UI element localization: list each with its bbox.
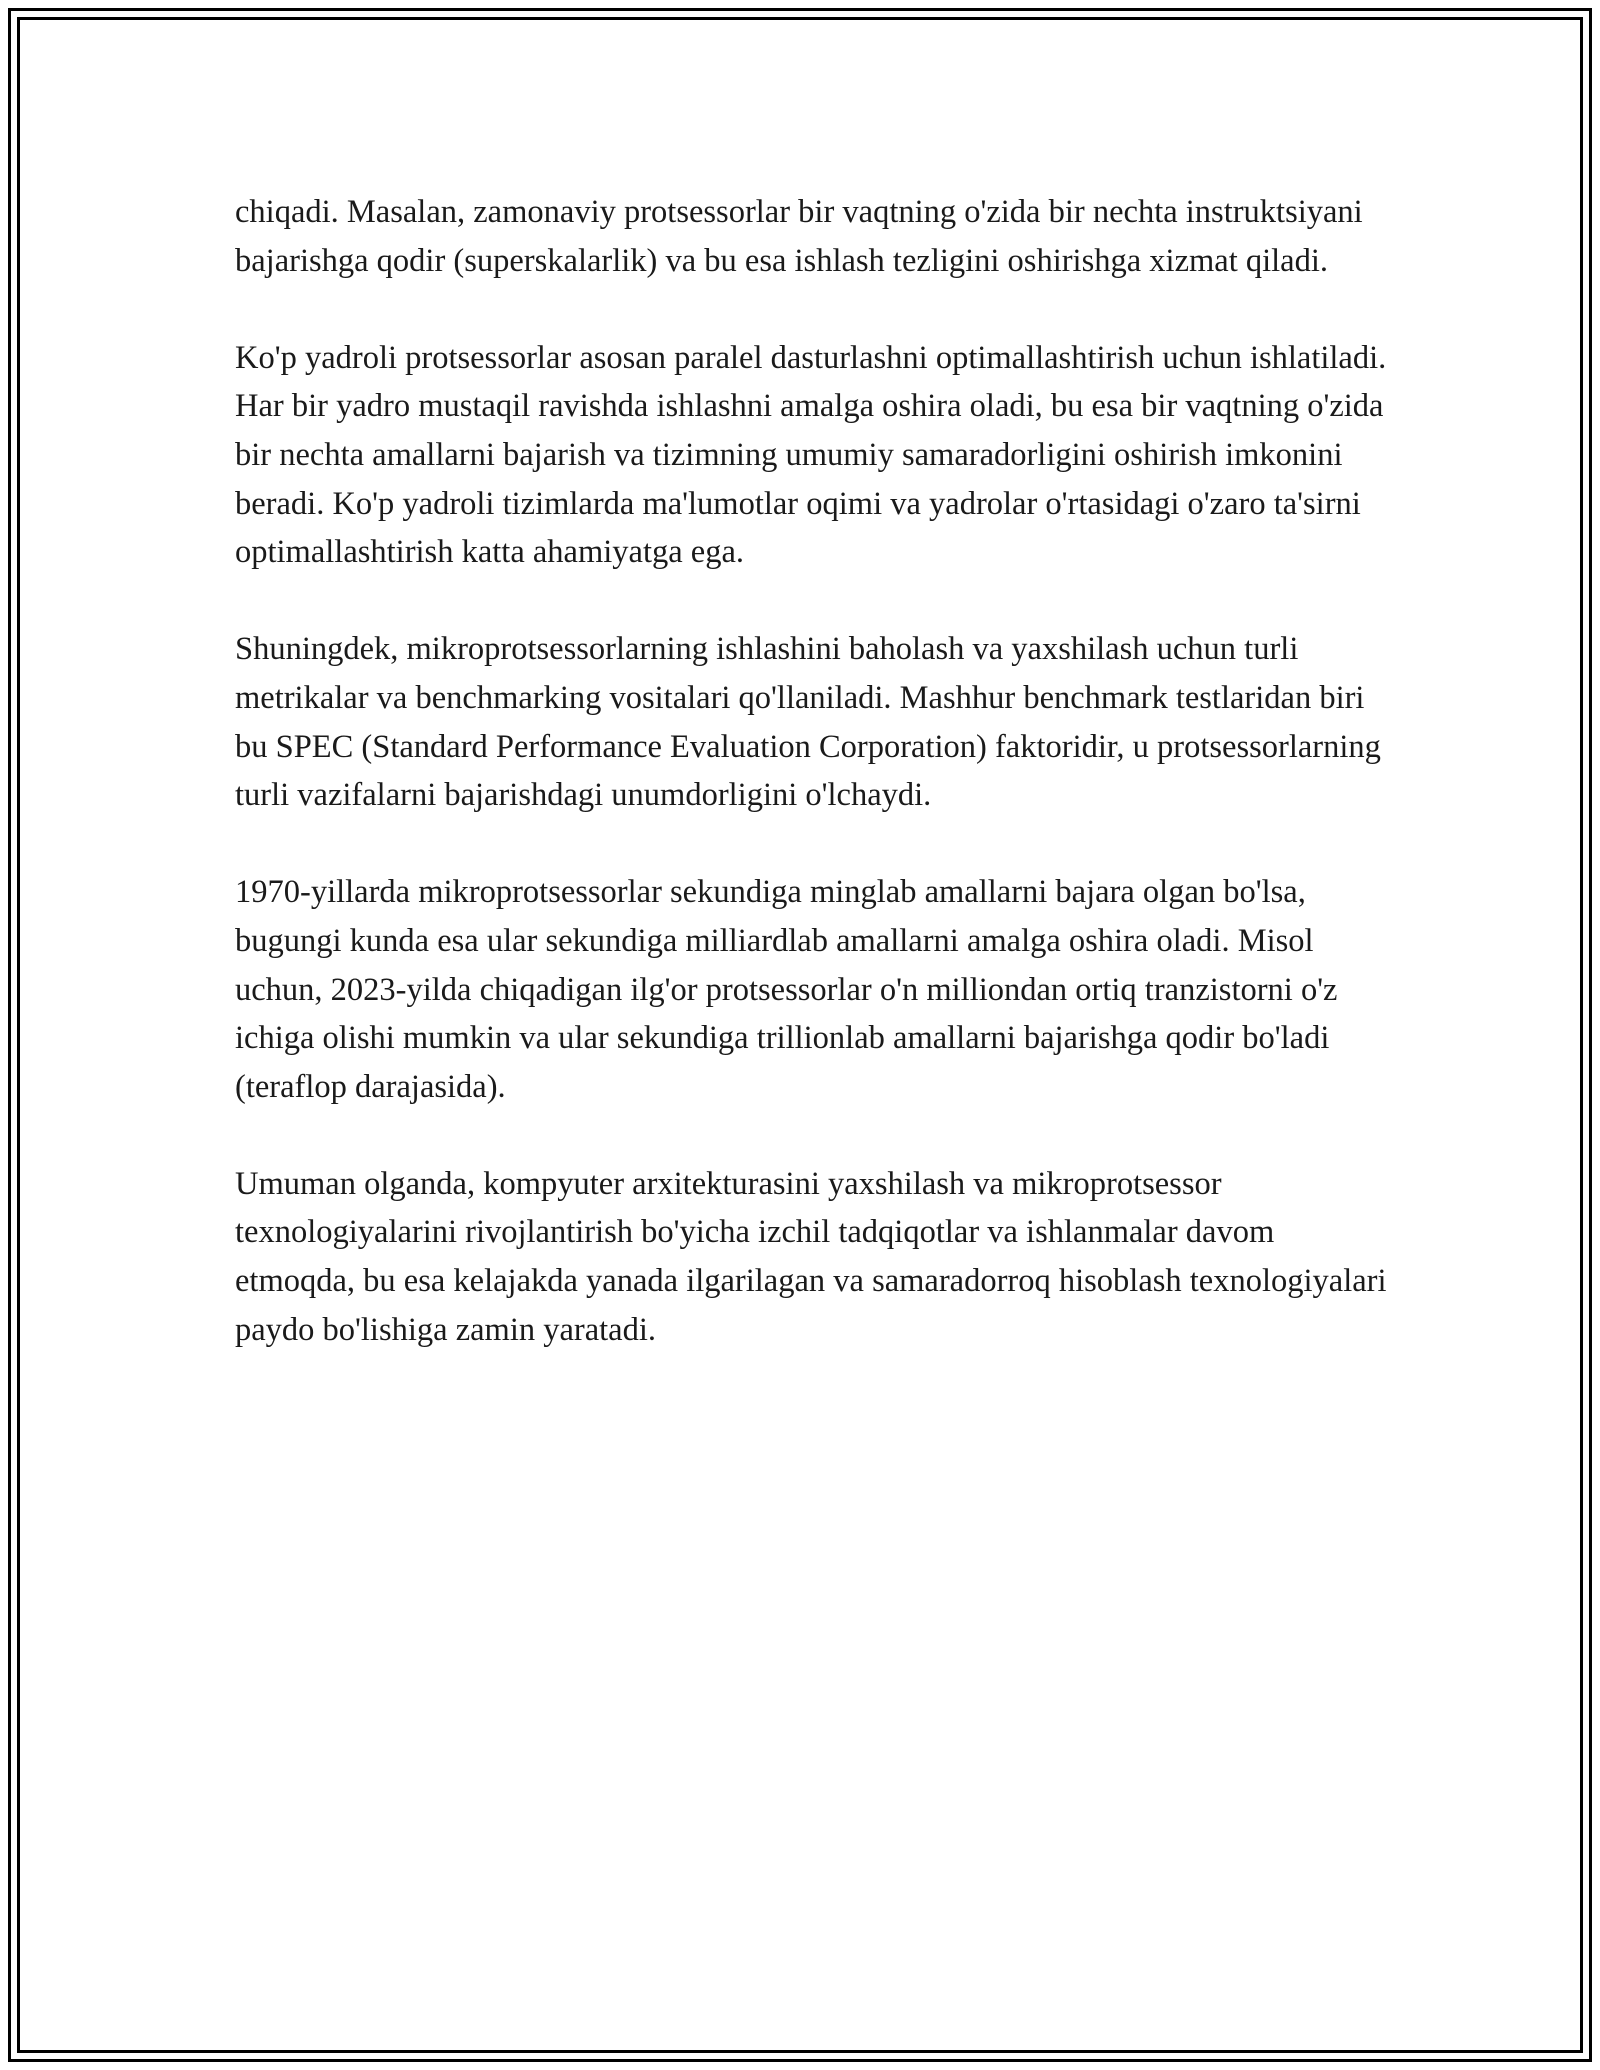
- paragraph-conclusion: Umuman olganda, kompyuter arxitekturasini yaxshilash va mikroprotsessor texnologiyalarini rivojlantirish bo'yicha izchil tadqiqotlar va ishlanmalar davom etmoqda, bu esa kelajakda yanada ilgarilagan va samaradorroq hisoblash texnologiyalari paydo bo'lishiga zamin yaratadi.: [235, 1165, 1387, 1348]
- paragraph-multicore: Ko'p yadroli protsessorlar asosan paralel dasturlashni optimallashtirish uchun ishlatiladi. Har bir yadro mustaqil ravishda ishlashni amalga oshira oladi, bu esa bir vaqtning o'zida bir nechta amallarni bajarish va tizimning umumiy samaradorligini oshirish imkonini beradi. Ko'p yadroli tizimlarda ma'lumotlar oqimi va yadrolar o'rtasidagi o'zaro ta'sirni optimallashtirish katta ahamiyatga ega.: [235, 339, 1387, 571]
- document-body: [235, 188, 1395, 1354]
- paragraph-history: 1970-yillarda mikroprotsessorlar sekundiga minglab amallarni bajara olgan bo'lsa, bugungi kunda esa ular sekundiga milliardlab amallarni amalga oshira oladi. Misol uchun, 2023-yilda chiqadigan ilg'or protsessorlar o'n milliondan ortiq tranzistorni o'z ichiga olishi mumkin va ular sekundiga trillionlab amallarni bajarishga qodir bo'ladi (teraflop darajasida).: [235, 874, 1338, 1105]
- paragraph-superscalar: chiqadi. Masalan, zamonaviy protsessorlar bir vaqtning o'zida bir nechta instruktsiyani bajarishga qodir (superskalarlik) va bu esa ishlash tezligini oshirishga xizmat qiladi.: [235, 194, 1363, 279]
- paragraph-benchmarking: Shuningdek, mikroprotsessorlarning ishlashini baholash va yaxshilash uchun turli metrikalar va benchmarking vositalari qo'llaniladi. Mashhur benchmark testlaridan biri bu SPEC (Standard Performance Evaluation Corporation) faktoridir, u protsessorlarning turli vazifalarni bajarishdagi unumdorligini o'lchaydi.: [235, 631, 1381, 814]
